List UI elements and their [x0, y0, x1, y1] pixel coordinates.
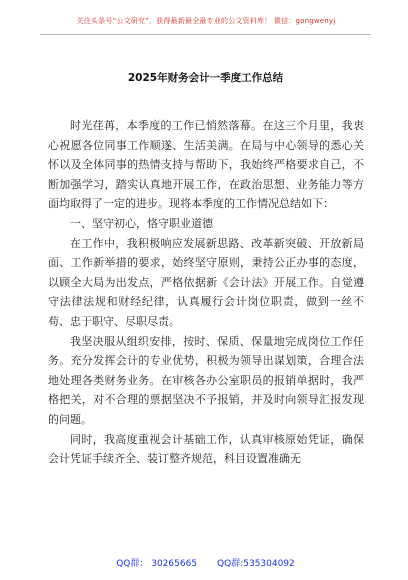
footer-contact: [40, 556, 371, 569]
header-divider: [40, 34, 371, 35]
body-paragraph: 同时，我高度重视会计基础工作，认真审核原始凭证，确保会计凭证手续齐全、装订整齐规范，科目设置准确无: [48, 432, 364, 466]
section-heading: 一、坚守初心，恪守职业道德: [70, 216, 213, 230]
document-body: [48, 116, 364, 469]
body-paragraph: 在工作中，我积极响应发展新思路、改革新突破、开放新局面、工作新举措的要求，始终坚守原则，秉持公正办事的态度，以顾全大局为出发点，严格依据新《会计法》开展工作。自觉遵守法律法规和财经纪律，认真履行会计岗位职责，做到一丝不苟、忠于职守、尽职尽责。: [48, 236, 364, 328]
footer-qq-group-2: QQ群:535304092: [217, 559, 295, 569]
footer-qq-group-1: QQ群： 30265665: [116, 559, 198, 569]
document-title: 2025年财务会计一季度工作总结: [127, 72, 284, 84]
body-paragraph: 时光荏苒，本季度的工作已悄然落幕。在这三个月里，我衷心祝愿各位同事工作顺遂、生活美满。在局与中心领导的悉心关怀以及全体同事的热情支持与帮助下，我始终严格要求自己，不断加强学习，踏实认真地开展工作，在政治思想、业务能力等方面均取得了一定的进步。现将本季度的工作情况总结如下：: [48, 119, 364, 211]
header-promo-text: 关注头条号“公文研究”，获得最新最全最专业的公文资料库！ 微信：gongwenyj: [76, 17, 336, 25]
body-paragraph: 我坚决服从组织安排，按时、保质、保量地完成岗位工作任务。充分发挥会计的专业优势，积极为领导出谋划策，合理合法地处理各类财务业务。在审核各办公室职员的报销单据时，我严格把关，对不合理的票据坚决不予报销，并及时向领导汇报发现的问题。: [48, 334, 364, 426]
